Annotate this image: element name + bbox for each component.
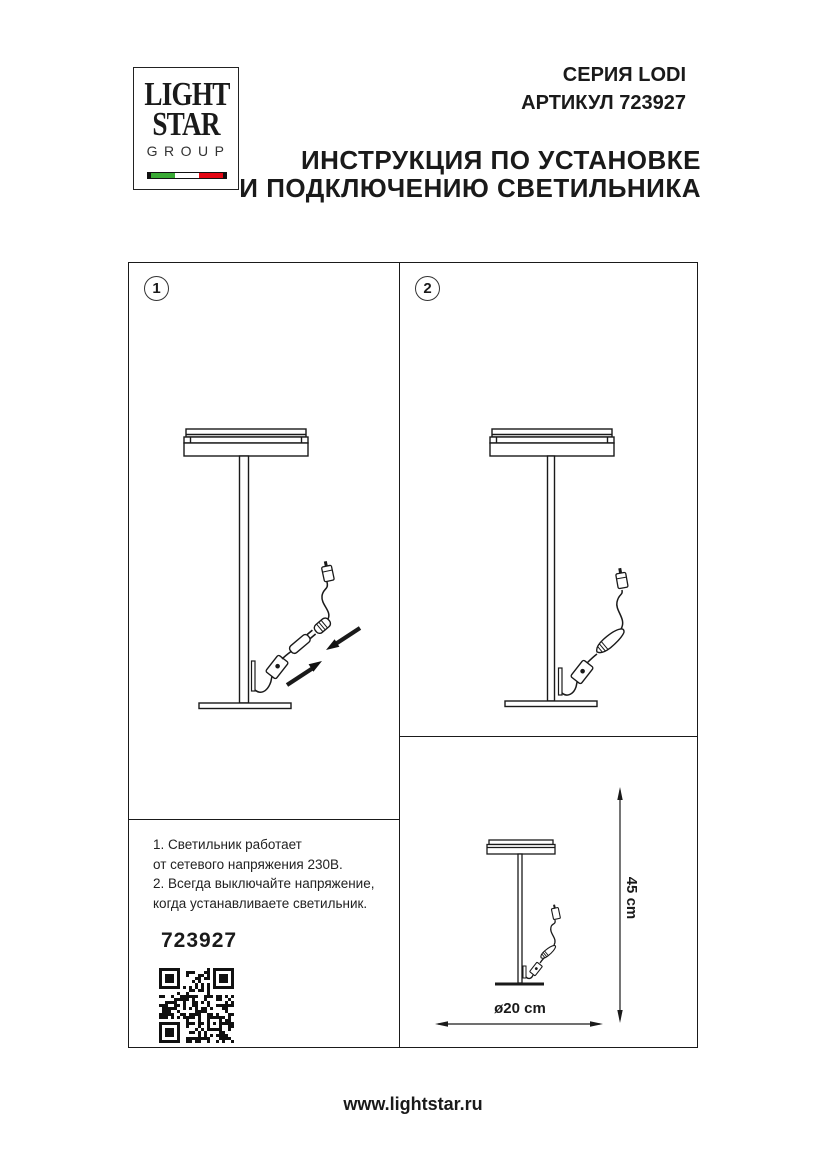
logo-text-group: GROUP	[146, 143, 231, 159]
insert-direction-arrows	[287, 628, 360, 685]
inline-switch	[265, 655, 288, 680]
logo-text-star: STAR	[152, 106, 220, 143]
instruction-line-1: ИНСТРУКЦИЯ ПО УСТАНОВКЕ	[300, 145, 701, 175]
dimension-line-diameter	[435, 1021, 603, 1026]
cord-bracket	[559, 668, 563, 695]
connector-female	[313, 616, 332, 635]
lamp-base	[199, 703, 291, 709]
plug-icon	[551, 904, 561, 920]
lamp-base	[495, 983, 544, 986]
flag-red	[199, 172, 223, 179]
power-cord-segment	[255, 674, 273, 692]
cord-bracket	[252, 661, 256, 691]
instruction-line-2: И ПОДКЛЮЧЕНИЮ СВЕТИЛЬНИКА	[239, 173, 701, 203]
lamp-stem	[240, 456, 249, 703]
plug-icon	[320, 560, 334, 582]
power-cord-segment	[617, 590, 623, 629]
inline-switch	[530, 962, 543, 976]
plug-icon	[615, 567, 628, 588]
article-number: 723927	[161, 929, 238, 952]
inline-switch	[570, 660, 593, 685]
step-number-1: 1	[144, 276, 169, 301]
cord-bracket	[523, 966, 526, 978]
lamp-head	[490, 429, 614, 456]
italian-flag-bar	[147, 172, 227, 179]
diameter-dimension-label: ø20 cm	[494, 1000, 546, 1017]
flag-white	[175, 172, 199, 179]
connector-male	[288, 629, 317, 655]
lamp-head	[487, 840, 555, 854]
website-url: www.lightstar.ru	[343, 1094, 483, 1114]
step-number-2: 2	[415, 276, 440, 301]
flag-green	[151, 172, 175, 179]
panel-notes	[129, 820, 399, 1047]
safety-notes	[153, 835, 399, 913]
panel-dimensions	[400, 737, 697, 1047]
panel-step2	[400, 263, 697, 737]
power-cord-segment	[587, 654, 597, 663]
note-line: когда устанавливаете светильник.	[153, 895, 368, 911]
power-cord-segment	[562, 679, 578, 695]
diagram-grid	[128, 262, 698, 1048]
diagram-right-column	[400, 263, 697, 1047]
lamp-head	[184, 429, 308, 456]
lamp-stem	[548, 456, 555, 701]
qr-code	[159, 968, 234, 1043]
note-line: 1. Светильник работает	[153, 837, 302, 852]
header-series-block	[521, 61, 686, 117]
lamp-stem	[518, 854, 522, 983]
note-line: 2. Всегда выключайте напряжение,	[153, 876, 375, 891]
power-cord-segment	[526, 975, 533, 978]
height-dimension-label: 45 cm	[623, 876, 641, 920]
instruction-title	[239, 146, 701, 202]
lamp-base	[505, 701, 597, 707]
logo-text-light: LIGHT	[144, 76, 230, 113]
panel-step1	[129, 263, 399, 820]
article-title: АРТИКУЛ 723927	[521, 92, 686, 114]
power-cord-segment	[551, 920, 555, 945]
power-cord-segment	[322, 582, 329, 619]
lamp-step2-drawing	[400, 263, 697, 735]
diagram-left-column	[129, 263, 400, 1047]
flag-cap-right	[223, 172, 227, 179]
lightstar-logo	[133, 67, 239, 190]
series-title: СЕРИЯ LODI	[562, 64, 686, 86]
connector-joined	[539, 944, 557, 960]
note-line: от сетевого напряжения 230В.	[153, 856, 343, 872]
connector-joined	[593, 625, 627, 656]
lamp-step1-drawing	[129, 263, 398, 818]
